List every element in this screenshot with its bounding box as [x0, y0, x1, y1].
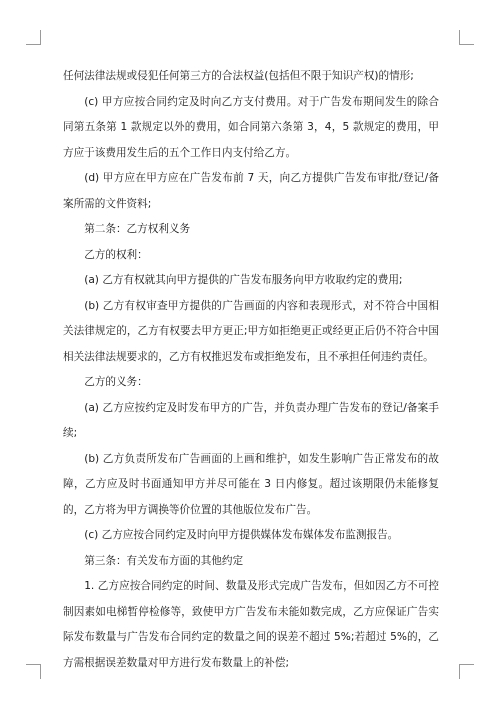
- subheading-party-b-obligations: 乙方的义务：: [84, 376, 148, 388]
- paragraph-party-b-obligation-c: (c) 乙方应按合同约定及时向甲方提供媒体发布媒体发布监测报告。: [84, 529, 399, 541]
- paragraph-party-b-obligation-b: (b) 乙方负责所发布广告画面的上画和维护，如发生影响广告正常发布的故障，乙方应及时书面通知甲方并尽可能在 3 日内修复。超过该期限仍未能修复的，乙方将为甲方调换等价位置的其他版位发布广告。: [63, 452, 439, 516]
- crop-mark-top-left: [26, 30, 41, 45]
- crop-mark-bottom-left: [26, 664, 41, 679]
- paragraph-continuation: 任何法律法规或侵犯任何第三方的合法权益(包括但不限于知识产权)的情形;: [63, 70, 414, 82]
- section-heading-article-2: 第二条：乙方权利义务: [84, 223, 191, 235]
- subheading-party-b-rights: 乙方的权利：: [84, 248, 148, 261]
- paragraph-party-a-documents: (d) 甲方应在甲方应在广告发布前 7 天，向乙方提供广告发布审批/登记/备案所需的文件资料;: [63, 172, 439, 210]
- section-heading-article-3: 第三条：有关发布方面的其他约定: [84, 554, 244, 567]
- paragraph-publishing-terms-1: 1. 乙方应按合同约定的时间、数量及形式完成广告发布，但如因乙方不可控制因素如电梯暂停检修等，致使甲方广告发布未能如数完成，乙方应保证广告实际发布数量与广告发布合同约定的数量之间的误差不超过 5%;若超过 5%的，乙方需根据误差数量对甲方进行发布数量上的补偿;: [63, 580, 439, 669]
- paragraph-party-a-payment: (c) 甲方应按合同约定及时向乙方支付费用。对于广告发布期间发生的除合同第五条第 1 款规定以外的费用，如合同第六条第 3，4，5 款规定的费用，甲方应于该费用发生后的五个工作日内支付给乙方。: [63, 95, 439, 159]
- crop-mark-bottom-right: [459, 664, 474, 679]
- paragraph-party-b-obligation-a: (a) 乙方应按约定及时发布甲方的广告，并负责办理广告发布的登记/备案手续;: [63, 401, 439, 439]
- paragraph-party-b-right-b: (b) 乙方有权审查甲方提供的广告画面的内容和表现形式，对不符合中国相关法律规定的，乙方有权要去甲方更正;甲方如拒绝更正或经更正后仍不符合中国相关法律法规要求的，乙方有权推迟发布或拒绝发布，且不承担任何违约责任。: [63, 299, 439, 363]
- paragraph-party-b-right-a: (a) 乙方有权就其向甲方提供的广告发布服务向甲方收取约定的费用;: [84, 274, 403, 286]
- document-body: [63, 64, 439, 676]
- crop-mark-top-right: [459, 30, 474, 45]
